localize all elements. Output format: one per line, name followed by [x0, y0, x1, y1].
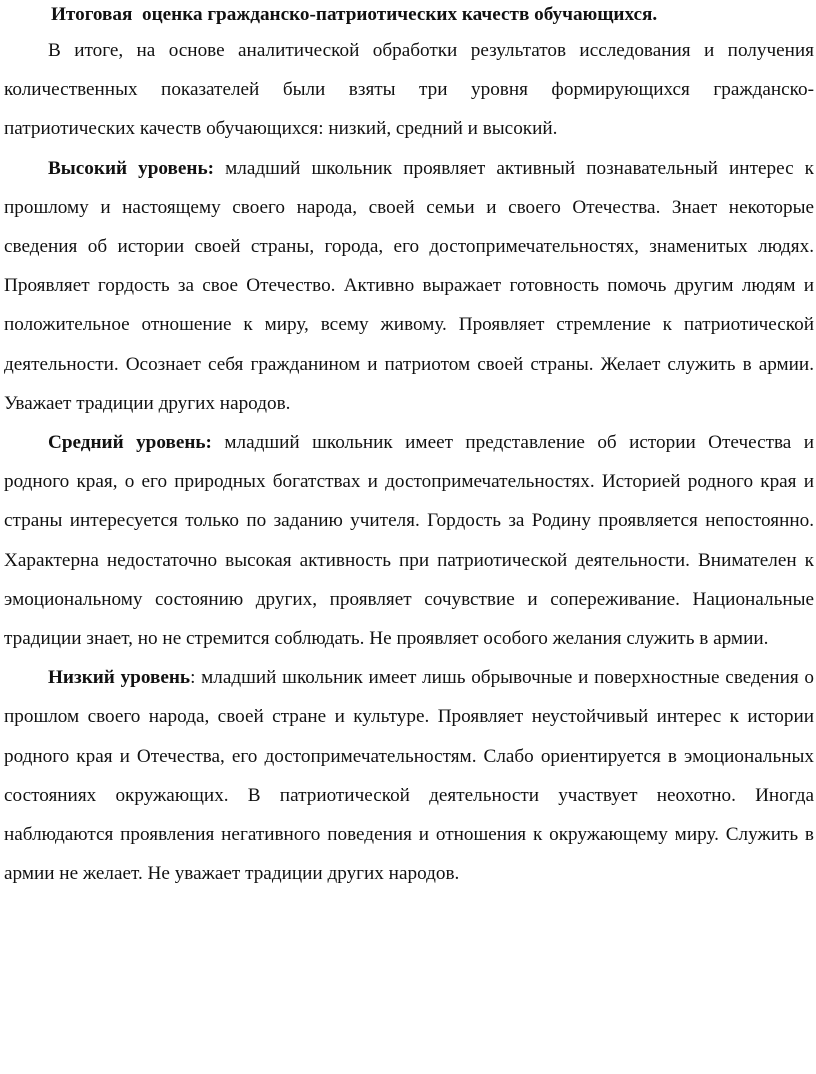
- low-level-text: : младший школьник имеет лишь обрывочные и поверхностные сведения о прошлом своего народа, своей стране и культуре. Проявляет неустойчивый интерес к истории родного края и Отечества, его достопримечательностям. Слабо ориентируется в эмоциональных состояниях окружающих. В патриотической деятельности участвует неохотно. Иногда наблюдаются проявления негативного поведения и отношения к окружающему миру. Служить в армии не желает. Не уважает традиции других народов.: [4, 667, 814, 885]
- medium-level-paragraph: [4, 423, 814, 658]
- high-level-heading: Высокий уровень:: [48, 157, 215, 179]
- low-level-heading: Низкий уровень: [48, 667, 191, 689]
- medium-level-heading: Средний уровень:: [48, 432, 212, 454]
- document-title: Итоговая оценка гражданско-патриотических качеств обучающихся.: [51, 4, 658, 25]
- intro-paragraph: В итоге, на основе аналитической обработки результатов исследования и получения количественных показателей были взяты три уровня формирующихся гражданско-патриотических качеств обучающихся: низкий, средний и высокий.: [4, 40, 814, 140]
- high-level-paragraph: [4, 149, 814, 423]
- high-level-text: младший школьник проявляет активный познавательный интерес к прошлому и настоящему своего народа, своей семьи и своего Отечества. Знает некоторые сведения об истории своей страны, города, его достопримечательностях, знаменитых людях. Проявляет гордость за свое Отечество. Активно выражает готовность помочь другим людям и положительное отношение к миру, всему живому. Проявляет стремление к патриотической деятельности. Осознает себя гражданином и патриотом своей страны. Желает служить в армии. Уважает традиции других народов.: [4, 157, 815, 414]
- medium-level-text: младший школьник имеет представление об истории Отечества и родного края, о его природных богатствах и достопримечательностях. Историей родного края и страны интересуется только по заданию учителя. Гордость за Родину проявляется непостоянно. Характерна недостаточно высокая активность при патриотической деятельности. Внимателен к эмоциональному состоянию других, проявляет сочувствие и сопереживание. Национальные традиции знает, но не стремится соблюдать. Не проявляет особого желания служить в армии.: [4, 432, 814, 650]
- low-level-paragraph: [4, 658, 814, 893]
